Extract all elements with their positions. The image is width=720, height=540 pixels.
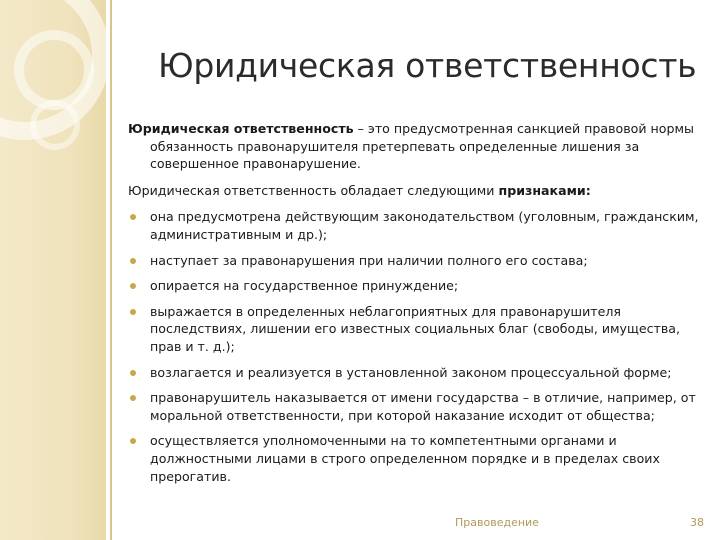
bullet-dot-icon [130, 283, 136, 289]
bullet-dot-icon [130, 214, 136, 220]
decorative-side-panel [0, 0, 106, 540]
footer-label: Правоведение [455, 516, 539, 529]
list-item-text: осуществляется уполномоченными на то компетентными органами и должностными лицами в строго определенном порядке и в пределах своих прерогатив. [150, 433, 660, 484]
intro-text: Юридическая ответственность обладает следующими [128, 182, 499, 198]
list-item [128, 252, 700, 270]
list-item-text: наступает за правонарушения при наличии полного его состава; [150, 252, 588, 268]
definition-text: – это предусмотренная санкцией правовой нормы обязанность правонарушителя претерпевать определенные лишения за совершенное правонарушение. [150, 121, 694, 172]
decorative-ring [30, 100, 80, 150]
slide-content [128, 120, 700, 493]
list-item [128, 277, 700, 295]
list-item [128, 364, 700, 382]
intro-paragraph [128, 182, 700, 200]
definition-paragraph [128, 120, 700, 173]
list-item [128, 208, 700, 243]
slide-title: Юридическая ответственность [158, 46, 697, 85]
list-item [128, 389, 700, 424]
intro-tail: : [585, 182, 591, 198]
list-item-text: опирается на государственное принуждение; [150, 278, 459, 294]
list-item-text: правонарушитель наказывается от имени государства – в отличие, например, от моральной ответственности, при которой наказание исходит от общества; [150, 390, 696, 423]
list-item [128, 303, 700, 356]
list-item-text: возлагается и реализуется в установленной законом процессуальной форме; [150, 364, 672, 380]
bullet-dot-icon [130, 309, 136, 315]
decorative-ring [14, 30, 94, 110]
bullet-dot-icon [130, 395, 136, 401]
side-divider [110, 0, 112, 540]
definition-term: Юридическая ответственность [128, 121, 354, 136]
list-item-text: она предусмотрена действующим законодательством (уголовным, гражданским, административным и др.); [150, 209, 699, 242]
bullet-dot-icon [130, 258, 136, 264]
list-item-text: выражается в определенных неблагоприятных для правонарушителя последствиях, лишении его известных социальных благ (свободы, имущества, прав и т. д.); [150, 303, 681, 354]
intro-bold: признаками [498, 182, 586, 198]
bullet-dot-icon [130, 370, 136, 376]
list-item [128, 432, 700, 485]
feature-list [128, 208, 700, 485]
page-number: 38 [690, 516, 704, 529]
bullet-dot-icon [130, 438, 136, 444]
